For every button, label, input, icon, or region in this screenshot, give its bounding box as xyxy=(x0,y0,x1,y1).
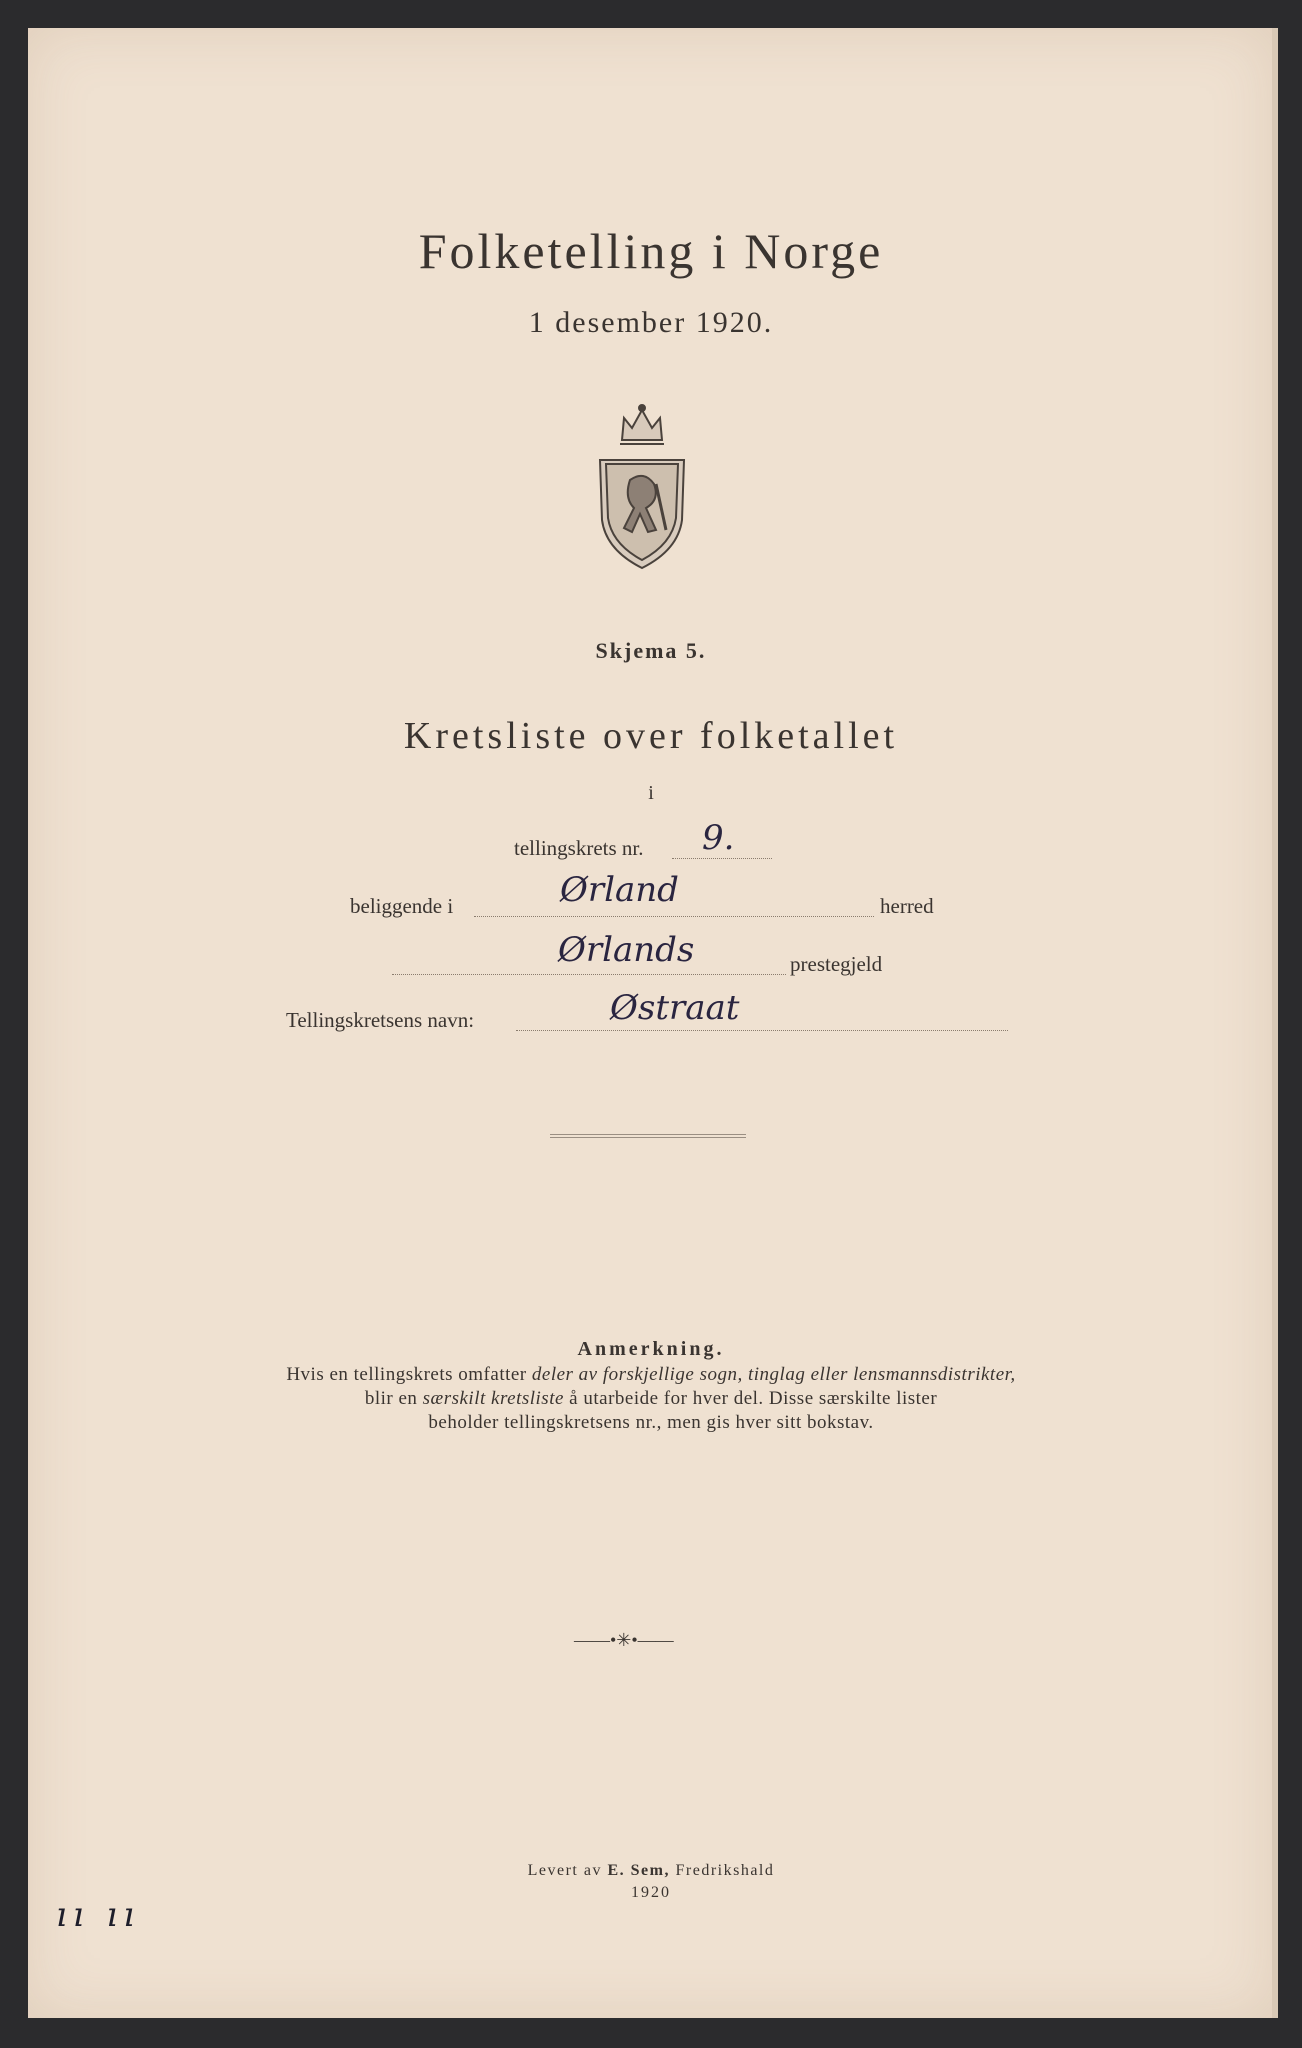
note-text: blir en xyxy=(364,1388,423,1409)
schema-number: Skjema 5. xyxy=(595,638,707,663)
handwritten-marks: ıı ıı xyxy=(56,1895,141,1935)
separator xyxy=(550,1134,746,1138)
note-text: å utarbeide for hver del. Disse særskilte lister xyxy=(563,1388,938,1409)
census-date: 1 desember 1920. xyxy=(528,306,774,339)
printer-text: Levert av xyxy=(527,1862,608,1879)
document-title: Folketelling i Norge xyxy=(418,223,884,279)
printer-text: Fredrikshald xyxy=(669,1862,775,1879)
form-heading: Kretsliste over folketallet xyxy=(403,715,899,757)
note-text: Hvis en tellingskrets omfatter xyxy=(286,1364,532,1385)
ornament-divider: ——•✳•—— xyxy=(574,1630,674,1650)
herred-label: herred xyxy=(880,894,934,918)
krets-line xyxy=(672,858,772,859)
navn-label: Tellingskretsens navn: xyxy=(286,1008,475,1032)
note-line-2 xyxy=(0,1388,1302,1410)
connector-i: i xyxy=(648,782,654,804)
note-emphasis: deler av forskjellige sogn, tinglag eller lensmannsdistrikter, xyxy=(531,1364,1016,1385)
prestegjeld-line xyxy=(392,974,786,975)
printer-credit xyxy=(0,1862,1302,1880)
navn-line xyxy=(516,1030,1008,1031)
printer-year: 1920 xyxy=(631,1884,671,1901)
herred-value: Ørland xyxy=(560,870,679,910)
krets-value: 9. xyxy=(702,818,735,858)
krets-label: tellingskrets nr. xyxy=(514,836,644,860)
note-line-3: beholder tellingskretsens nr., men gis hver sitt bokstav. xyxy=(428,1412,874,1433)
prestegjeld-value: Ørlands xyxy=(558,930,695,970)
note-line-1 xyxy=(0,1364,1302,1386)
printer-name: E. Sem, xyxy=(607,1862,670,1879)
beliggende-label: beliggende i xyxy=(350,894,454,918)
note-emphasis: særskilt kretsliste xyxy=(422,1388,564,1409)
norway-coat-of-arms-icon xyxy=(594,400,690,570)
note-heading: Anmerkning. xyxy=(577,1338,725,1360)
herred-line xyxy=(474,916,874,917)
prestegjeld-label: prestegjeld xyxy=(790,952,883,976)
navn-value: Østraat xyxy=(610,988,740,1028)
